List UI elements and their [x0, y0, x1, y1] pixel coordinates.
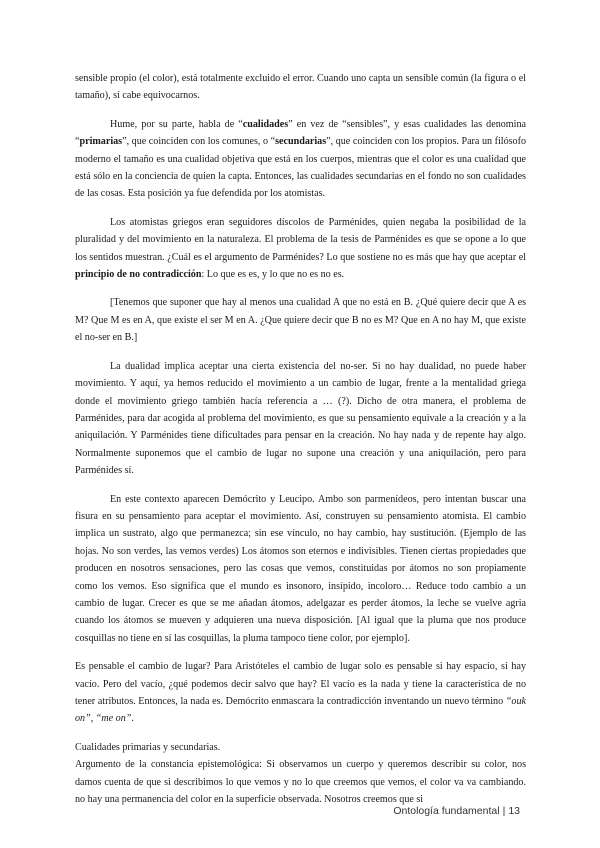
- text-run: .: [131, 713, 134, 725]
- paragraph: [75, 294, 526, 346]
- footer-separator: |: [502, 805, 506, 817]
- text-run: Hume, por su parte, habla de “: [110, 118, 243, 130]
- page-number: 13: [508, 805, 520, 817]
- text-run: : Lo que es es, y lo que no es no es.: [201, 269, 345, 281]
- text-run: La dualidad implica aceptar una cierta existencia del no-ser. Si no hay dualidad, no puede haber movimiento. Y aquí, ya hemos reducido el movimiento a un cambio de lugar, frente a la mentalidad griega donde el movimiento griego también hacía referencia a … (?). Dicho de otra manera, el problema de Parménides, para dar acogida al problema del movimiento, es que su pensamiento equivale a la creación y a la aniquilación. Y Parménides tiene dificultades para pensar en la creación. No hay nada y de repente hay algo. Normalmente suponemos que el cambio de lugar no supone una creación y una aniquilación, pero para Parménides sí.: [75, 360, 526, 477]
- text-run: [Tenemos que suponer que hay al menos una cualidad A que no está en B. ¿Qué quiere decir que A es M? Que M es en A, que existe el ser M en A. ¿Que quiere decir que B no es M? Que en A no hay M, que existe el no-ser en B.]: [75, 297, 526, 344]
- text-run: ,: [90, 713, 96, 725]
- body-text: [75, 70, 526, 819]
- paragraph: [75, 658, 526, 728]
- text-run: ”, que coinciden con los comunes, o “: [122, 136, 276, 148]
- text-run: Los atomistas griegos eran seguidores díscolos de Parménides, quien negaba la posibilidad de la pluralidad y del movimiento en la naturaleza. El problema de la tesis de Parménides es que se opone a lo que los sentidos muestran. ¿Cuál es el argumento de Parménides? Lo que sostiene no es más que hay que aceptar el: [75, 216, 526, 263]
- footer-title: Ontología fundamental: [393, 805, 500, 817]
- paragraph: [75, 116, 526, 203]
- paragraph: [75, 739, 526, 756]
- bold-term: principio de no contradicción: [75, 269, 202, 281]
- bold-term: cualidades: [242, 118, 289, 130]
- text-run: ”, que coinciden con los propios. Para un filósofo moderno el tamaño es una cualidad objetiva que está en los cuerpos, mientras que el color es una cualidad que está sólo en la conciencia de quien la capta. Entonces, las cualidades secundarias en el fondo no son cualidades de las cosas. Esta posición ya fue defendida por los atomistas.: [75, 136, 527, 200]
- paragraph: [75, 70, 526, 105]
- paragraph: [75, 358, 526, 480]
- bold-term: primarias: [79, 136, 123, 148]
- italic-term: “ouk on”: [75, 696, 526, 725]
- italic-term: “me on”: [95, 713, 132, 725]
- text-run: sensible propio (el color), está totalmente excluido el error. Cuando uno capta un sensible común (la figura o el tamaño), sí cabe equivocarnos.: [75, 73, 526, 102]
- text-run: Cualidades primarias y secundarias.: [75, 741, 221, 753]
- paragraph: [75, 756, 526, 808]
- text-run: Es pensable el cambio de lugar? Para Aristóteles el cambio de lugar solo es pensable si hay espacio, si hay vacío. Pero del vacío, ¿qué podemos decir salvo que hay? El vacío es la nada y tiene la característica de no tener atributos. Entonces, la nada es. Demócrito enmascara la contradicción inventando un nuevo término: [75, 661, 526, 707]
- text-run: ” en vez de “sensibles”, y esas cualidades las denomina “: [75, 118, 526, 148]
- page-footer: [393, 805, 520, 817]
- text-run: En este contexto aparecen Demócrito y Leucipo. Ambo son parmenídeos, pero intentan buscar una fisura en su pensamiento para aceptar el movimiento. Así, construyen su pensamiento atomista. El cambio implica un sustrato, algo que permanezca; sin ese vínculo, no hay cambio, hay sustitución. (Ejemplo de las hojas. No son verdes, las vemos verdes) Los átomos son eternos e indivisibles. Tienen ciertas propiedades que producen en nosotros sensaciones, pero las cosas que vemos, constituidas por átomos no son propiamente como los vemos. Eso significa que el mundo es insonoro, insípido, incoloro… Reduce todo cambio a un cambio de lugar. Crecer es que se me añadan átomos, adelgazar es perder átomos, la leche se vuelve agria cuando los átomos se mueven y adquieren una nueva disposición. [Al igual que la pluma que nos produce cosquillas no tiene en sí las cosquillas, la pluma tampoco tiene color, por ejemplo].: [75, 493, 526, 644]
- paragraph: [75, 214, 526, 284]
- paragraph: [75, 491, 526, 648]
- bold-term: secundarias: [275, 136, 327, 148]
- text-run: Argumento de la constancia epistemológica: Si observamos un cuerpo y queremos describir su color, nos damos cuenta de que si describimos lo que vemos y no lo que creemos que vemos, el color va va cambiando. no hay una permanencia del color en la superficie observada. Nosotros creemos que si: [75, 759, 526, 806]
